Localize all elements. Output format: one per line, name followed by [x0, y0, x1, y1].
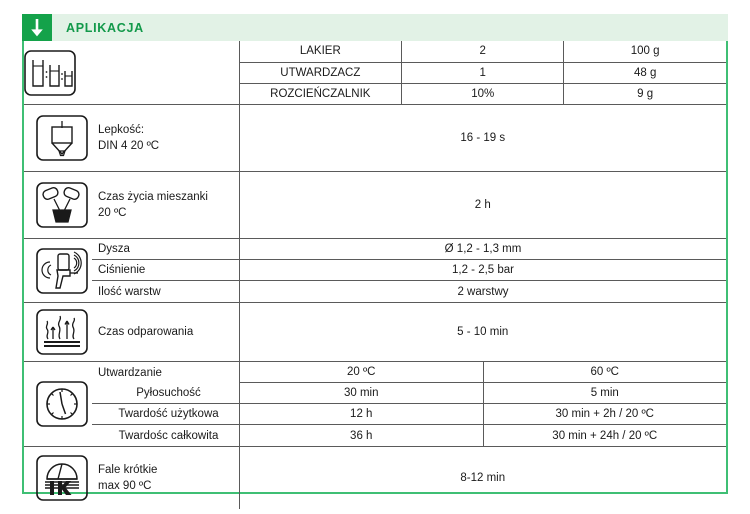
component-ratio: 1 — [402, 62, 564, 83]
dust-free-60: 5 min — [483, 383, 727, 403]
table-row — [24, 303, 726, 362]
dust-free-values — [240, 383, 726, 404]
viscosity-label — [92, 122, 239, 154]
curing-labels — [92, 362, 239, 446]
full-hardness-label: Twardośc całkowita — [118, 429, 219, 442]
mixing-ratio-table — [240, 41, 727, 104]
component-ratio: 2 — [402, 41, 564, 62]
infrared-label-line1: Fale krótkie — [98, 463, 158, 476]
layers-value: 2 warstwy — [457, 285, 509, 298]
handling-hardness-values — [240, 404, 726, 425]
table-row — [24, 172, 726, 239]
component-weight: 9 g — [564, 83, 726, 104]
table-frame — [22, 41, 728, 494]
curing-values — [239, 362, 726, 446]
pot-life-label-cell — [24, 172, 239, 239]
spray-gun-icon — [24, 239, 92, 302]
curing-main-label: Utwardzanie — [98, 366, 162, 379]
component-ratio: 10% — [402, 83, 564, 104]
viscosity-label-line1: Lepkość: — [98, 123, 145, 136]
handling-hardness-label: Twardość użytkowa — [92, 404, 239, 425]
component-name: ROZCIEŃCZALNIK — [270, 87, 371, 100]
pressure-label: Ciśnienie — [92, 260, 239, 281]
infrared-label-cell — [24, 447, 239, 510]
application-table — [24, 41, 726, 509]
spray-parameters-row — [24, 239, 726, 302]
section-header — [22, 14, 728, 41]
pot-life-label-line2: 20 ºC — [98, 207, 127, 219]
component-name: LAKIER — [240, 41, 402, 62]
component-name: UTWARDZACZ — [240, 62, 402, 83]
viscosity-label-cell — [24, 105, 239, 172]
spray-parameter-values — [239, 239, 726, 302]
table-row — [24, 362, 726, 447]
pot-life-label-line1: Czas życia mieszanki — [98, 190, 208, 203]
viscosity-cup-icon — [24, 115, 92, 161]
evaporation-icon — [24, 309, 92, 355]
curing-row — [24, 362, 726, 446]
flash-off-label: Czas odparowania — [98, 325, 194, 338]
full-hardness-20: 36 h — [350, 429, 373, 442]
table-row — [240, 41, 727, 62]
clock-icon — [24, 362, 92, 446]
down-arrow-icon — [22, 14, 52, 41]
table-row — [24, 105, 726, 172]
full-hardness-values — [240, 425, 726, 446]
infrared-lamp-icon — [24, 455, 92, 501]
viscosity-value-cell — [239, 105, 726, 172]
spray-parameter-labels — [92, 239, 239, 302]
curing-temp-60: 60 ºC — [483, 362, 727, 382]
table-row — [240, 83, 727, 104]
mixing-cups-icon — [24, 50, 92, 96]
pot-life-label — [92, 189, 239, 221]
infrared-value-cell — [239, 447, 726, 510]
flash-off-value-cell — [239, 303, 726, 362]
component-weight: 48 g — [564, 62, 726, 83]
mixing-cups-icon-cell — [24, 41, 92, 105]
layers-label: Ilość warstw — [98, 285, 161, 298]
infrared-label-line2: max 90 ºC — [98, 480, 152, 492]
infrared-value: 8-12 min — [460, 472, 506, 484]
full-hardness-60: 30 min + 24h / 20 ºC — [483, 425, 727, 446]
infrared-label — [92, 462, 239, 494]
spray-parameters-cell — [24, 239, 726, 303]
curing-temp-headers — [240, 362, 726, 383]
viscosity-value: 16 - 19 s — [460, 132, 506, 144]
handling-hardness-60: 30 min + 2h / 20 ºC — [483, 404, 727, 424]
mixing-ratio-table-cell — [239, 41, 726, 105]
page-title: APLIKACJA — [66, 20, 144, 35]
curing-temp-20: 20 ºC — [347, 366, 376, 378]
dust-free-20: 30 min — [343, 387, 379, 399]
table-row — [24, 239, 726, 303]
pot-life-value: 2 h — [474, 199, 491, 211]
section-header-banner — [52, 14, 728, 41]
nozzle-value: Ø 1,2 - 1,3 mm — [240, 239, 726, 260]
table-row — [24, 447, 726, 510]
viscosity-label-line2: DIN 4 20 ºC — [98, 140, 160, 152]
flash-off-value: 5 - 10 min — [457, 326, 509, 338]
pressure-value: 1,2 - 2,5 bar — [240, 260, 726, 281]
pot-life-value-cell — [239, 172, 726, 239]
curing-cell — [24, 362, 726, 447]
mixing-label-cell — [92, 41, 239, 105]
nozzle-label: Dysza — [92, 239, 239, 260]
flash-off-label-cell — [24, 303, 239, 362]
pot-life-icon — [24, 182, 92, 228]
table-row — [240, 62, 727, 83]
table-row — [24, 41, 726, 105]
handling-hardness-20: 12 h — [350, 408, 373, 420]
component-weight: 100 g — [564, 41, 726, 62]
dust-free-label: Pyłosuchość — [92, 383, 239, 404]
